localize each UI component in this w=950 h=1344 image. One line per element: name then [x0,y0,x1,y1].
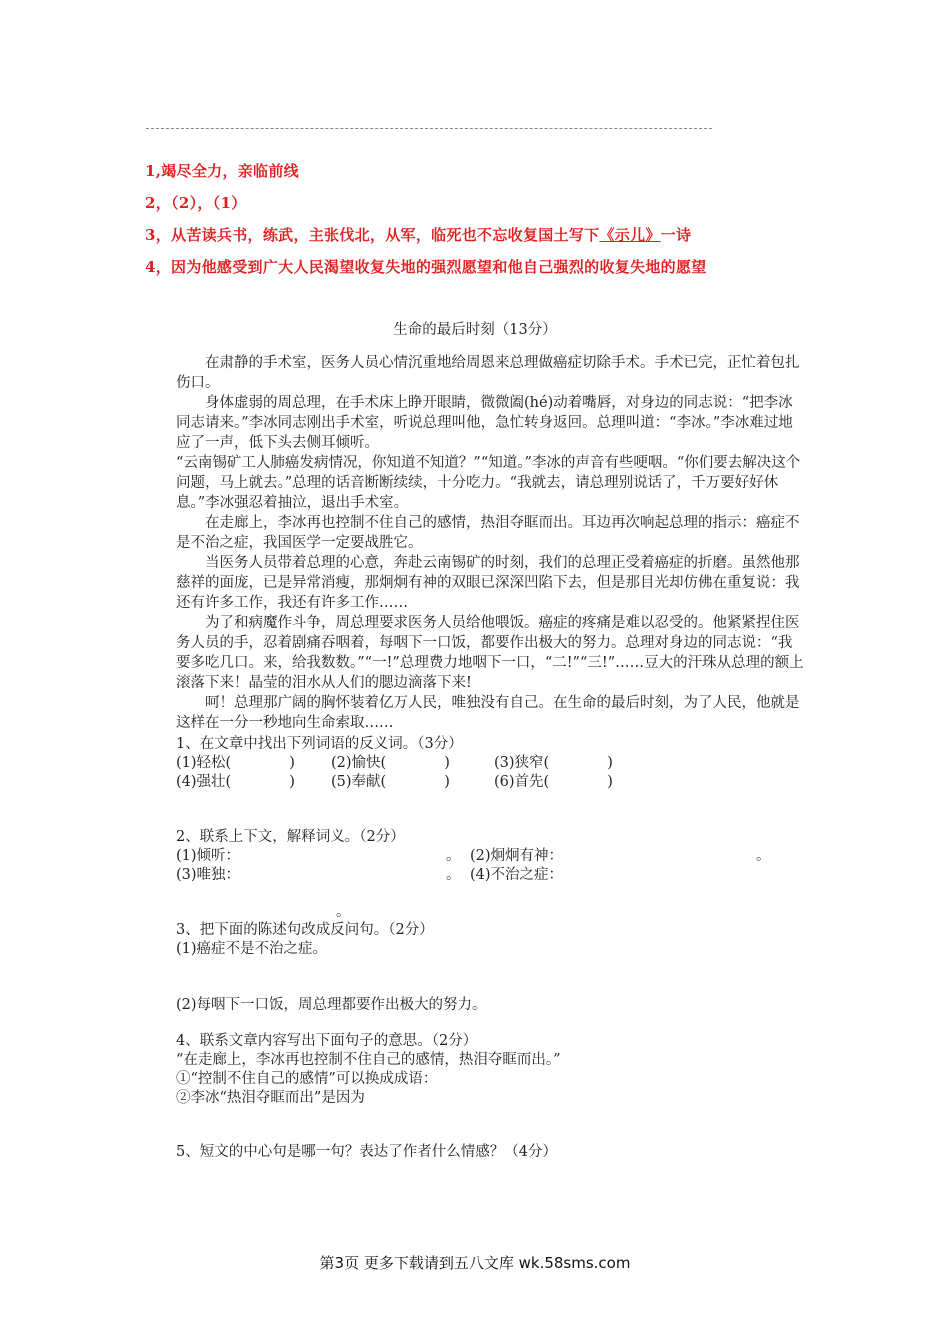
answer-3-poem-title: 《示儿》 [599,226,661,244]
blank-item[interactable]: (3)狭窄( ) [494,755,613,771]
period: 。 [336,904,351,920]
answer-3-text: 3，从苦读兵书，练武，主张伐北，从军，临死也不忘收复国土写下 [145,226,600,244]
page-footer: 第3页 更多下载请到五八文库 wk.58sms.com [319,1254,631,1272]
answer-1: 1,竭尽全力，亲临前线 [145,162,299,180]
blank-item[interactable]: (2)愉快( ) [331,755,450,771]
dashed-divider [146,128,712,129]
question-5 [176,1143,557,1162]
answer-4: 4，因为他感受到广大人民渴望收复失地的强烈愿望和他自己强烈的收复失地的愿望 [145,258,707,276]
passage-title: 生命的最后时刻（13分） [393,322,557,338]
blank-item[interactable]: (3)唯独： [176,867,241,883]
question-title: 2、联系上下文，解释词义。（2分） [176,829,405,845]
answer-3-tail: 一诗 [660,226,692,244]
answer-row [176,847,771,866]
sub-question: ②李冰“热泪夺眶而出”是因为 [176,1090,365,1106]
answer-row [176,754,613,773]
period: 。 [756,848,771,864]
paragraph: 当医务人员带着总理的心意，奔赴云南锡矿的时刻，我们的总理正受着癌症的折磨。虽然他那慈祥的面庞，已是异常消瘦，那炯炯有神的双眼已深深凹陷下去，但是那目光却仿佛在重复说：我还有许多工作，我还有许多工作…… [176,555,800,611]
answer-3 [145,224,691,245]
blank-item[interactable]: (2)炯炯有神： [470,848,564,864]
blank-item[interactable]: (4)不治之症： [470,867,564,883]
paragraph: 为了和病魔作斗争，周总理要求医务人员给他喂饭。癌症的疼痛是难以忍受的。他紧紧捏住医务人员的手，忍着剧痛吞咽着，每咽下一口饭，都要作出极大的努力。总理对身边的同志说：“我要多吃几口。来，给我数数。”“一!”总理费力地咽下一口，“二!”“三!”……豆大的汗珠从总理的额上滚落下来！晶莹的泪水从人们的腮边滴落下来! [176,615,804,691]
answer-row [176,866,771,885]
paragraph: 身体虚弱的周总理，在手术床上睁开眼睛，微微阖(hé)动着嘴唇，对身边的同志说：“把李冰同志请来。”李冰同志刚出手术室，听说总理叫他，急忙转身返回。总理叫道：“李冰。”李冰难过地应了一声，低下头去侧耳倾听。 [176,395,793,451]
question-2 [176,828,771,922]
question-title: 4、联系文章内容写出下面句子的意思。（2分） [176,1033,478,1049]
paragraph: 在走廊上，李冰再也控制不住自己的感情，热泪夺眶而出。耳边再次响起总理的指示：癌症不是不治之症，我国医学一定要战胜它。 [176,515,800,551]
question-title: 3、把下面的陈述句改成反问句。（2分） [176,922,434,938]
quote-sentence: “在走廊上，李冰再也控制不住自己的感情，热泪夺眶而出。” [176,1052,561,1068]
blank-item[interactable]: (5)奉献( ) [331,774,450,790]
blank-item[interactable]: (1)轻松( ) [176,755,295,771]
blank-item[interactable]: (1)倾听： [176,848,241,864]
sentence: (2)每咽下一口饭，周总理都要作出极大的努力。 [176,997,487,1013]
answer-row [176,903,771,922]
answer-2: 2，（2），（1） [145,194,247,212]
answer-row [176,773,613,792]
blank-item[interactable]: (6)首先( ) [494,774,613,790]
passage-body [176,353,804,733]
question-title: 1、在文章中找出下列词语的反义词。（3分） [176,736,463,752]
period: 。 [446,867,461,883]
blank-item[interactable]: (4)强壮( ) [176,774,295,790]
paragraph: “云南锡矿工人肺癌发病情况，你知道不知道？”“知道。”李冰的声音有些哽咽。“你们要去解决这个问题，马上就去。”总理的话音断断续续，十分吃力。“我就去，请总理别说话了，千万要好好休息。”李冰强忍着抽泣，退出手术室。 [176,455,801,511]
sub-question: ①“控制不住自己的感情”可以换成成语： [176,1071,438,1087]
sentence: (1)癌症不是不治之症。 [176,941,328,957]
paragraph: 在肃静的手术室，医务人员心情沉重地给周恩来总理做癌症切除手术。手术已完，正忙着包扎伤口。 [176,355,800,391]
question-4 [176,1032,561,1108]
question-title: 5、短文的中心句是哪一句？表达了作者什么情感？（4分） [176,1144,557,1160]
period: 。 [446,848,461,864]
question-3 [176,921,487,1015]
question-1 [176,735,613,792]
paragraph: 呵！总理那广阔的胸怀装着亿万人民，唯独没有自己。在生命的最后时刻，为了人民，他就是这样在一分一秒地向生命索取…… [176,695,800,731]
